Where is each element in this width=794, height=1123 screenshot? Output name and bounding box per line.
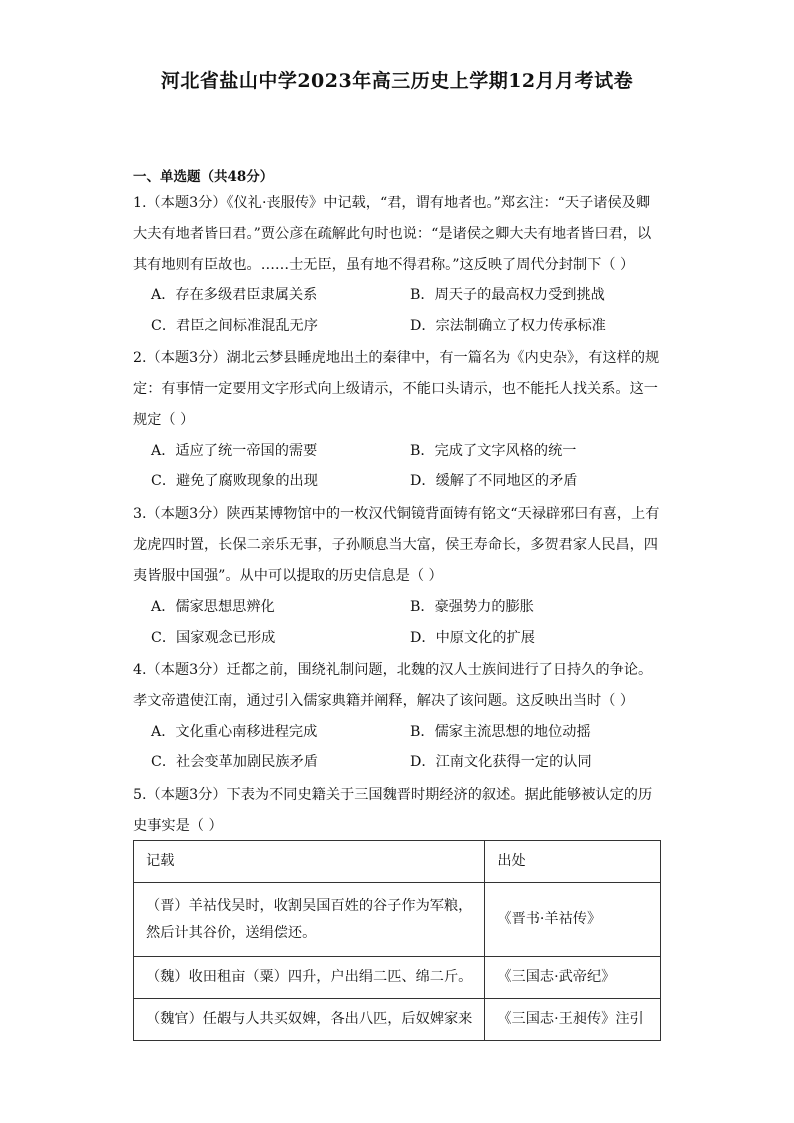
question-3-option-c[interactable]: C．国家观念已形成 bbox=[151, 630, 276, 646]
table-header-row bbox=[134, 841, 661, 883]
table-cell-record: （魏官）任嘏与人共买奴婢，各出八匹，后奴婢家来 bbox=[134, 999, 485, 1041]
question-2-line-2: 定：有事情一定要用文字形式向上级请示，不能口头请示，也不能托人找关系。这一 bbox=[133, 381, 658, 397]
section-heading: 一、单选题（共48分） bbox=[133, 169, 274, 185]
question-1-option-b[interactable]: B．周天子的最高权力受到挑战 bbox=[410, 287, 605, 303]
question-1-line-1: 1.（本题3分）《仪礼·丧服传》中记载，“君，谓有地者也。”郑玄注：“天子诸侯及卿 bbox=[133, 195, 651, 211]
question-2-line-3: 规定（ ） bbox=[133, 412, 195, 428]
question-4-option-b[interactable]: B．儒家主流思想的地位动摇 bbox=[410, 724, 591, 740]
table-row bbox=[134, 883, 661, 957]
table-cell-source: 《三国志·王昶传》注引 bbox=[485, 999, 661, 1041]
question-4-option-a[interactable]: A．文化重心南移进程完成 bbox=[151, 724, 318, 740]
question-5-line-2: 史事实是（ ） bbox=[133, 818, 223, 834]
question-1-line-3: 其有地则有臣故也。……士无臣，虽有地不得君称。”这反映了周代分封制下（ ） bbox=[133, 257, 635, 273]
table-header-cell: 记载 bbox=[134, 841, 485, 883]
page-title: 河北省盐山中学2023年高三历史上学期12月月考试卷 bbox=[160, 70, 634, 92]
table-cell-record: （魏）收田租亩（粟）四升，户出绢二匹、绵二斤。 bbox=[134, 957, 485, 999]
question-3-line-2: 龙虎四时置，长保二亲乐无事，子孙顺息当大富，侯王寿命长，多贺君家人民昌，四 bbox=[133, 537, 658, 553]
table-cell-record: （晋）羊祜伐吴时，收割吴国百姓的谷子作为军粮，然后计其谷价，送绢偿还。 bbox=[134, 883, 485, 957]
question-5-line-1: 5.（本题3分）下表为不同史籍关于三国魏晋时期经济的叙述。据此能够被认定的历 bbox=[133, 787, 653, 803]
question-1-option-a[interactable]: A．存在多级君臣隶属关系 bbox=[151, 287, 318, 303]
source-table bbox=[133, 840, 661, 1041]
question-2-option-b[interactable]: B．完成了文字风格的统一 bbox=[410, 443, 577, 459]
question-3-line-1: 3.（本题3分）陕西某博物馆中的一枚汉代铜镜背面铸有铭文“天禄辟邪曰有喜，上有 bbox=[133, 506, 660, 522]
question-1-line-2: 大夫有地者皆曰君。”贾公彦在疏解此句时也说：“是诸侯之卿大夫有地者皆曰君，以 bbox=[133, 226, 652, 242]
question-3-option-a[interactable]: A．儒家思想思辨化 bbox=[151, 599, 275, 615]
question-2-option-d[interactable]: D．缓解了不同地区的矛盾 bbox=[410, 473, 578, 489]
question-4-option-c[interactable]: C．社会变革加剧民族矛盾 bbox=[151, 754, 318, 770]
table-cell-source: 《晋书·羊祜传》 bbox=[485, 883, 661, 957]
table-cell-source: 《三国志·武帝纪》 bbox=[485, 957, 661, 999]
table-row bbox=[134, 999, 661, 1041]
question-1-option-d[interactable]: D．宗法制确立了权力传承标准 bbox=[410, 318, 606, 334]
question-1-option-c[interactable]: C．君臣之间标准混乱无序 bbox=[151, 318, 318, 334]
question-4-line-1: 4.（本题3分）迁都之前，围绕礼制问题，北魏的汉人士族间进行了日持久的争论。 bbox=[133, 662, 653, 678]
question-3-line-3: 夷皆服中国强”。从中可以提取的历史信息是（ ） bbox=[133, 568, 443, 584]
question-2-option-a[interactable]: A．适应了统一帝国的需要 bbox=[151, 443, 318, 459]
question-2-option-c[interactable]: C．避免了腐败现象的出现 bbox=[151, 473, 318, 489]
question-3-option-d[interactable]: D．中原文化的扩展 bbox=[410, 630, 535, 646]
table-header-cell: 出处 bbox=[485, 841, 661, 883]
question-2-line-1: 2.（本题3分）湖北云梦县睡虎地出土的秦律中，有一篇名为《内史杂》，有这样的规 bbox=[133, 350, 660, 366]
question-4-line-2: 孝文帝遣使江南，通过引入儒家典籍并阐释，解决了该问题。这反映出当时（ ） bbox=[133, 693, 635, 709]
table-row bbox=[134, 957, 661, 999]
question-3-option-b[interactable]: B．豪强势力的膨胀 bbox=[410, 599, 534, 615]
question-4-option-d[interactable]: D．江南文化获得一定的认同 bbox=[410, 754, 592, 770]
